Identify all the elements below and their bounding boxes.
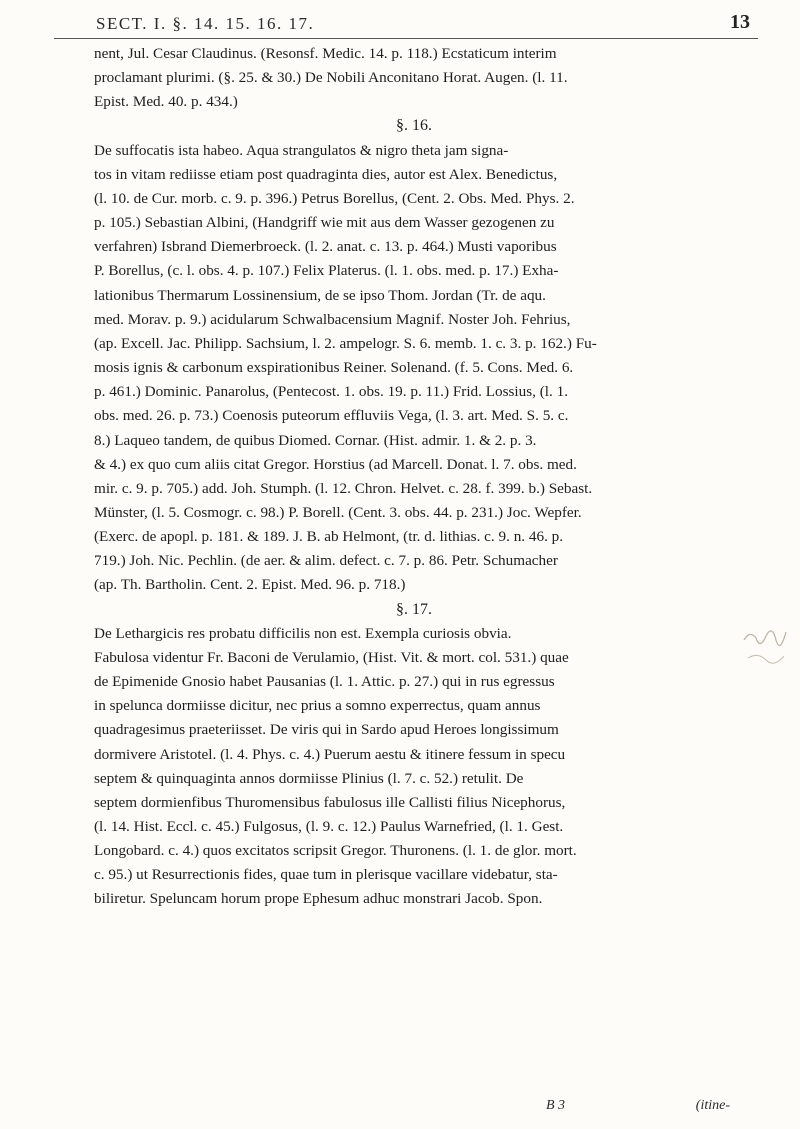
text-line: De Lethargicis res probatu difficilis non est. Exempla curiosis obvia.: [94, 624, 512, 642]
text-line: (Exerc. de apopl. p. 181. & 189. J. B. ab Helmont, (tr. d. lithias. c. 9. n. 46. p.: [94, 528, 564, 546]
text-line: obs. med. 26. p. 73.) Coenosis puteorum effluviis Vega, (l. 3. art. Med. S. 5. c.: [94, 407, 569, 425]
text-line: Longobard. c. 4.) quos excitatos scripsit Gregor. Thuronens. (l. 1. de glor. mort.: [94, 842, 577, 860]
text-line: verfahren) Isbrand Diemerbroeck. (l. 2. anat. c. 13. p. 464.) Musti vaporibus: [94, 238, 557, 256]
page-number: 13: [730, 11, 750, 33]
text-line: (ap. Th. Bartholin. Cent. 2. Epist. Med. 96. p. 718.): [94, 576, 406, 594]
text-line: De suffocatis ista habeo. Aqua strangulatos & nigro theta jam signa-: [94, 141, 509, 159]
text-line: 719.) Joh. Nic. Pechlin. (de aer. & alim. defect. c. 7. p. 86. Petr. Schumacher: [94, 552, 558, 570]
header-rule: [54, 38, 758, 39]
text-line: 8.) Laqueo tandem, de quibus Diomed. Cornar. (Hist. admir. 1. & 2. p. 3.: [94, 431, 537, 449]
text-line: Epist. Med. 40. p. 434.): [94, 93, 238, 111]
text-line: c. 95.) ut Resurrectionis fides, quae tum in plerisque vacillare videbatur, sta-: [94, 866, 558, 884]
text-line: p. 461.) Dominic. Panarolus, (Pentecost. 1. obs. 19. p. 11.) Frid. Lossius, (l. 1.: [94, 383, 569, 401]
section-heading: §. 16.: [396, 117, 432, 135]
text-line: Fabulosa videntur Fr. Baconi de Verulamio, (Hist. Vit. & mort. col. 531.) quae: [94, 648, 569, 666]
text-line: biliretur. Speluncam horum prope Ephesum adhuc monstrari Jacob. Spon.: [94, 890, 543, 908]
text-line: in speluncа dormiisse dicitur, nec prius a somno experrectus, quam annus: [94, 697, 541, 715]
text-line: de Epimenide Gnosio habet Pausanias (l. 1. Attic. p. 27.) qui in rus egressus: [94, 673, 555, 691]
printer-signature: B 3: [546, 1098, 566, 1113]
text-line: med. Morav. p. 9.) acidularum Schwalbacensium Magnif. Noster Joh. Fehrius,: [94, 310, 571, 328]
margin-annotation-mark: [736, 610, 794, 680]
text-line: septem & quinquaginta annos dormiisse Plinius (l. 7. c. 52.) retulit. De: [94, 769, 524, 787]
text-line: quadragesimus praeteriisset. De viris qui in Sardo apud Heroes longissimum: [94, 721, 559, 739]
text-line: mir. c. 9. p. 705.) add. Joh. Stumph. (l. 12. Chron. Helvet. c. 28. f. 399. b.) Sebast.: [94, 479, 593, 497]
text-line: lationibus Thermarum Lossinensium, de se ipso Thom. Jordan (Tr. de aqu.: [94, 286, 546, 304]
text-line: septem dormienfibus Thuromensibus fabulosus ille Callisti filius Nicephorus,: [94, 793, 566, 811]
text-line: mosis ignis & carbonum exspirationibus Reiner. Solenand. (f. 5. Cons. Med. 6.: [94, 359, 574, 377]
text-line: proclamant plurimi. (§. 25. & 30.) De Nobili Anconitano Horat. Augen. (l. 11.: [94, 69, 568, 87]
text-line: p. 105.) Sebastian Albini, (Handgriff wie mit aus dem Wasser gezogenen zu: [94, 214, 555, 232]
page-header: [40, 8, 760, 36]
running-title: SECT. I. §. 14. 15. 16. 17.: [96, 14, 315, 33]
text-line: P. Borellus, (c. l. obs. 4. p. 107.) Felix Platerus. (l. 1. obs. med. p. 17.) Exha-: [94, 262, 559, 280]
text-line: (l. 14. Hist. Eccl. c. 45.) Fulgosus, (l. 9. c. 12.) Paulus Warnefried, (l. 1. Gest.: [94, 818, 564, 835]
text-line: nent, Jul. Cesar Claudinus. (Resonsf. Medic. 14. p. 118.) Ecstaticum interim: [94, 45, 557, 62]
body-text: [94, 42, 734, 912]
text-line: dormivere Aristotel. (l. 4. Phys. c. 4.) Puerum aestu & itinere fessum in specu: [94, 745, 566, 763]
text-line: (l. 10. de Cur. morb. c. 9. p. 396.) Petrus Borellus, (Cent. 2. Obs. Med. Phys. 2.: [94, 189, 575, 207]
text-line: & 4.) ex quo cum aliis citat Gregor. Horstius (ad Marcell. Donat. l. 7. obs. med.: [94, 455, 577, 473]
text-line: tos in vitam rediisse etiam post quadraginta dies, autor est Alex. Benedictus,: [94, 165, 558, 183]
section-heading: §. 17.: [396, 600, 432, 618]
text-line: Münster, (l. 5. Cosmogr. c. 98.) P. Borell. (Cent. 3. obs. 44. p. 231.) Joc. Wepfer.: [94, 503, 582, 521]
catchword: (itine-: [695, 1098, 730, 1113]
text-line: (ap. Excell. Jac. Philipp. Sachsium, l. 2. ampelogr. S. 6. memb. 1. c. 3. p. 162.) Fu-: [94, 334, 597, 352]
